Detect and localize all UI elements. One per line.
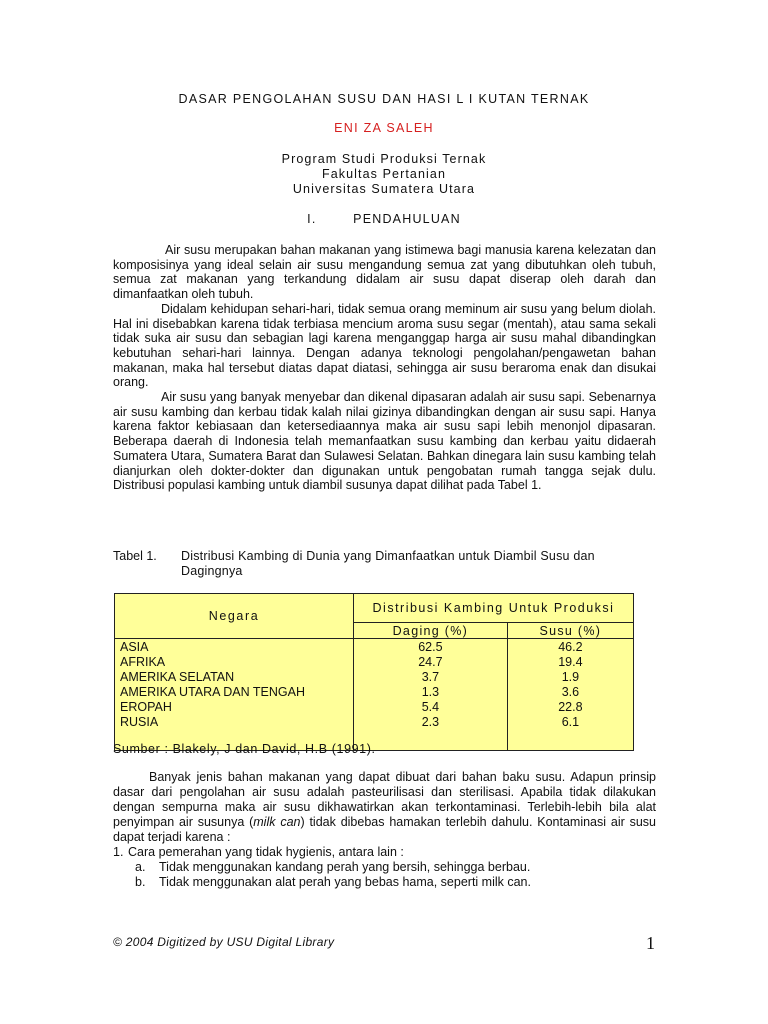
paragraph: Air susu yang banyak menyebar dan dikenal dipasaran adalah air susu sapi. Sebenarnya air susu kambing dan kerbau tidak kalah nilai gizinya dibandingkan dengan air susu sapi. Hanya karena faktor kebiasaan dan ketersediaannya maka air susu sapi lebih menonjol dipasaran. Beberapa daerah di Indonesia telah memanfaatkan susu kambing dan kerbau yaitu didaerah Sumatera Utara, Sumatera Barat dan Sulawesi Selatan. Bahkan dinegara lain susu kambing telah dianjurkan oleh dokter-dokter dan digunakan untuk pengobatan rumah tangga sejak dulu. Distribusi populasi kambing untuk diambil susunya dapat dilihat pada Tabel 1. [113, 390, 656, 493]
list-item [113, 845, 656, 860]
paragraph: Air susu merupakan bahan makanan yang istimewa bagi manusia karena kelezatan dan komposisinya yang ideal selain air susu mengandung semua zat yang dibutuhkan oleh tubuh, semua zat makanan yang terkandung didalam air susu dapat diserap oleh darah dan dimanfaatkan oleh tubuh. [113, 243, 656, 302]
cell-daging: 3.7 [421, 670, 440, 684]
table-caption-text: Dagingnya [181, 564, 243, 578]
paragraph-text: ) tidak dibebas hamakan terlebih dahulu. Kontaminasi air susu dapat terjadi karena : [113, 815, 656, 844]
distribution-table [114, 593, 634, 751]
table-caption-text: Distribusi Kambing di Dunia yang Dimanfaatkan untuk Diambil Susu dan [181, 549, 595, 563]
column-daging [354, 639, 508, 751]
cell-daging: 5.4 [421, 700, 440, 714]
list-item-text: Cara pemerahan yang tidak hygienis, antara lain : [128, 845, 404, 859]
affiliation-line: Universitas Sumatera Utara [292, 182, 476, 196]
table-body-row [115, 639, 634, 751]
author-name: ENI ZA SALEH [334, 121, 434, 135]
intro-body [113, 243, 656, 493]
cell-daging: 2.3 [421, 715, 440, 729]
column-susu [507, 639, 633, 751]
body-section-2 [113, 770, 656, 890]
document-title: DASAR PENGOLAHAN SUSU DAN HASI L I KUTAN TERNAK [178, 92, 590, 106]
list-marker: b. [135, 875, 146, 889]
paragraph-italic: milk can [253, 815, 301, 829]
cell-negara: AMERIKA SELATAN [120, 670, 235, 684]
section-number: I. [307, 212, 317, 226]
table-source: Sumber : Blakely, J dan David, H.B (1991). [113, 742, 376, 756]
cell-susu: 6.1 [561, 715, 580, 729]
footer-copyright: © 2004 Digitized by USU Digital Library [113, 935, 335, 949]
section-heading [0, 212, 768, 226]
cell-negara: AMERIKA UTARA DAN TENGAH [120, 685, 305, 699]
header-distribusi: Distribusi Kambing Untuk Produksi [354, 594, 634, 623]
list-marker: a. [135, 860, 146, 874]
sub-list-item-text: Tidak menggunakan kandang perah yang bersih, sehingga berbau. [159, 860, 531, 874]
page-number: 1 [646, 933, 655, 953]
cell-daging: 1.3 [421, 685, 440, 699]
header-negara: Negara [115, 594, 354, 639]
cell-negara: EROPAH [120, 700, 172, 714]
sub-list-item [113, 860, 656, 875]
affiliation-line: Program Studi Produksi Ternak [281, 152, 487, 166]
paragraph [113, 770, 656, 845]
cell-susu: 3.6 [561, 685, 580, 699]
affiliation-line: Fakultas Pertanian [321, 167, 447, 181]
table-caption [113, 549, 656, 579]
numbered-list [113, 845, 656, 860]
cell-susu: 1.9 [561, 670, 580, 684]
header-daging: Daging (%) [354, 623, 508, 639]
cell-negara: AFRIKA [120, 655, 166, 669]
sub-list-item-text: Tidak menggunakan alat perah yang bebas hama, seperti milk can. [159, 875, 531, 889]
cell-negara: RUSIA [120, 715, 159, 729]
column-negara [115, 639, 354, 751]
paragraph-text: Banyak jenis bahan makanan yang dapat dibuat dari bahan baku susu. Adapun prinsip dasar dari pengolahan air susu adalah pasteurilisasi dan sterilisasi. Apabila tidak dilakukan dengan sempurna maka air susu dikhawatirkan akan terkontaminasi. Terlebih-lebih bila alat penyimpan air susunya ( [113, 770, 656, 829]
affiliation [0, 152, 768, 197]
section-title: PENDAHULUAN [353, 212, 461, 226]
cell-daging: 62.5 [418, 640, 443, 654]
table-caption-label: Tabel 1. [113, 549, 157, 563]
cell-susu: 46.2 [558, 640, 583, 654]
paragraph: Didalam kehidupan sehari-hari, tidak semua orang meminum air susu yang belum diolah. Hal ini disebabkan karena tidak terbiasa mencium aroma susu segar (mentah), atau sama sekali tidak suka air susu dan sebagian lagi karena menganggap harga air susu mahal dibandingkan kebutuhan sehari-hari lainnya. Dengan adanya teknologi pengolahan/pengawetan bahan makanan, maka hal tersebut diatas dapat diatasi, sehingga air susu beraroma enak dan disukai orang. [113, 301, 656, 390]
header-susu: Susu (%) [507, 623, 633, 639]
cell-negara: ASIA [120, 640, 149, 654]
cell-susu: 19.4 [558, 655, 583, 669]
cell-daging: 24.7 [418, 655, 443, 669]
sub-list-item [113, 875, 656, 890]
cell-susu: 22.8 [558, 700, 583, 714]
list-marker: 1. [113, 845, 124, 859]
sub-list [113, 860, 656, 890]
